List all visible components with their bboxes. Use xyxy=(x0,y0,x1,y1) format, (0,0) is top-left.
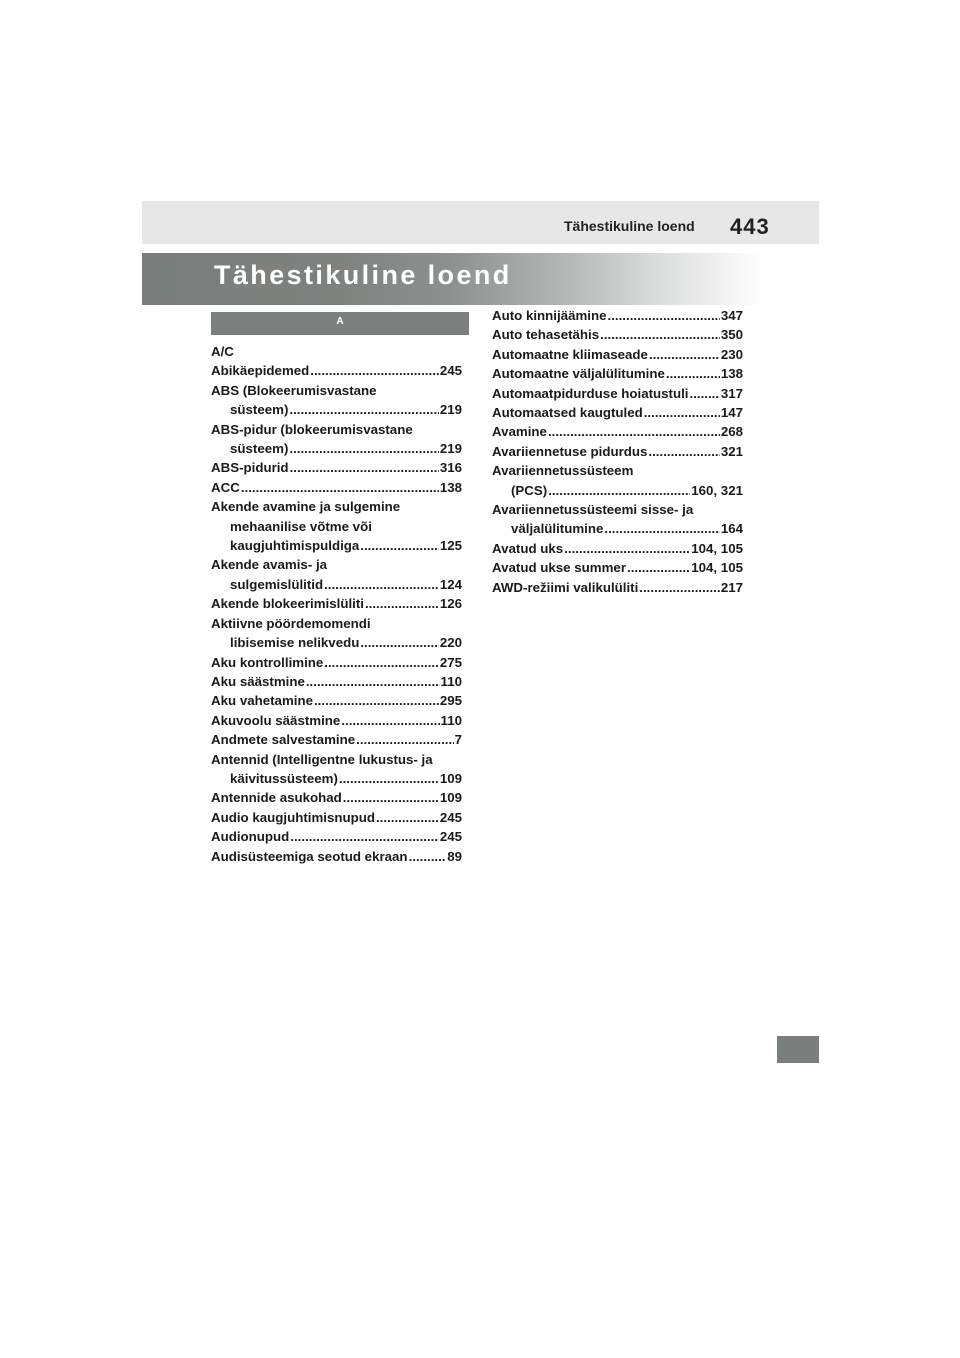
index-page-number: 350 xyxy=(720,327,743,343)
dot-leader xyxy=(356,730,453,749)
dot-leader xyxy=(360,633,438,652)
index-term: Aku kontrollimine xyxy=(211,654,324,670)
index-term: süsteem) xyxy=(230,441,289,457)
index-page-number: 126 xyxy=(439,596,462,612)
index-heading: A/C xyxy=(211,344,234,359)
index-term: väljalülitumine xyxy=(511,521,604,537)
index-entry xyxy=(211,730,462,749)
dot-leader xyxy=(666,364,720,383)
dot-leader xyxy=(341,711,439,730)
dot-leader xyxy=(627,558,690,577)
dot-leader xyxy=(690,384,720,403)
dot-leader xyxy=(648,442,719,461)
index-page-number: 295 xyxy=(439,693,462,709)
index-entry xyxy=(211,827,462,846)
index-page-number: 110 xyxy=(440,673,462,689)
index-term: Auto kinnijäämine xyxy=(492,308,607,323)
index-entry xyxy=(492,539,743,558)
index-entry xyxy=(492,306,743,325)
letter-heading: A xyxy=(211,312,469,335)
index-page-number: 217 xyxy=(720,579,743,595)
dot-leader xyxy=(548,481,690,500)
index-entry xyxy=(211,711,462,730)
dot-leader xyxy=(289,400,438,419)
index-heading: Akende avamine ja sulgemine xyxy=(211,499,401,515)
index-entry xyxy=(211,575,462,594)
index-entry xyxy=(211,672,462,691)
dot-leader xyxy=(343,788,439,807)
index-heading: mehaanilise võtme või xyxy=(230,518,372,534)
dot-leader xyxy=(548,422,720,441)
index-entry xyxy=(211,847,462,866)
index-page-number: 109 xyxy=(439,790,462,806)
index-entry xyxy=(492,325,743,344)
index-term: Automaatne väljalülitumine xyxy=(492,366,665,382)
index-term: kaugjuhtimispuldiga xyxy=(230,538,360,554)
index-term: ABS-pidurid xyxy=(211,460,289,476)
index-term: Automaatpidurduse hoiatustuli xyxy=(492,385,689,401)
index-entry xyxy=(211,439,462,458)
index-entry xyxy=(211,769,462,788)
index-entry xyxy=(492,578,743,597)
dot-leader xyxy=(306,672,440,691)
dot-leader xyxy=(310,361,439,380)
index-page-number: 245 xyxy=(439,363,462,379)
index-heading: Avariiennetussüsteem xyxy=(492,463,634,479)
index-page-number: 245 xyxy=(439,829,462,845)
index-page-number: 160, 321 xyxy=(691,482,743,498)
index-page-number: 317 xyxy=(720,385,743,401)
page-title: Tähestikuline loend xyxy=(214,260,512,290)
index-page-number: 321 xyxy=(720,443,743,459)
dot-leader xyxy=(339,769,439,788)
index-entry xyxy=(211,808,462,827)
index-entry xyxy=(211,594,462,613)
index-page-number: 125 xyxy=(439,538,462,554)
index-term: Andmete salvestamine xyxy=(211,732,356,748)
index-term: libisemise nelikvedu xyxy=(230,635,360,651)
index-entry xyxy=(211,788,462,807)
dot-leader xyxy=(290,458,439,477)
dot-leader xyxy=(564,539,690,558)
index-term: Avariiennetuse pidurdus xyxy=(492,443,648,459)
index-page-number: 104, 105 xyxy=(691,560,743,576)
dot-leader xyxy=(644,403,720,422)
index-entry xyxy=(211,691,462,710)
index-page-number: 109 xyxy=(439,770,462,786)
index-term: Auto tehasetähis xyxy=(492,327,600,343)
index-term: Aku vahetamine xyxy=(211,693,313,709)
index-term: Avamine xyxy=(492,424,547,440)
index-page-number: 138 xyxy=(720,366,743,382)
dot-leader xyxy=(376,808,439,827)
index-entry xyxy=(211,361,462,380)
index-term: Avatud uks xyxy=(492,540,564,556)
index-entry xyxy=(492,442,743,461)
index-entry xyxy=(492,422,743,441)
index-term: AWD-režiimi valikulüliti xyxy=(492,579,639,595)
index-heading: ABS (Blokeerumisvastane xyxy=(211,382,377,398)
index-term: Audio kaugjuhtimisnupud xyxy=(211,809,375,825)
index-page-number: 7 xyxy=(454,732,462,748)
dot-leader xyxy=(314,691,439,710)
index-heading: Antennid (Intelligentne lukustus- ja xyxy=(211,751,433,767)
index-entry xyxy=(211,400,462,419)
dot-leader xyxy=(409,847,447,866)
index-term: ACC xyxy=(211,479,240,495)
index-entry xyxy=(492,481,743,500)
dot-leader xyxy=(365,594,439,613)
index-term: Automaatsed kaugtuled xyxy=(492,405,643,421)
dot-leader xyxy=(649,345,720,364)
index-entry xyxy=(492,519,743,538)
dot-leader xyxy=(241,478,439,497)
dot-leader xyxy=(324,575,439,594)
index-page-number: 245 xyxy=(439,809,462,825)
index-page-number: 316 xyxy=(439,460,462,476)
index-term: Antennide asukohad xyxy=(211,790,342,806)
index-entry xyxy=(492,403,743,422)
index-term: (PCS) xyxy=(511,482,548,498)
index-term: Automaatne kliimaseade xyxy=(492,346,648,362)
index-heading: Akende avamis- ja xyxy=(211,557,328,573)
header-band xyxy=(142,201,819,244)
index-entry xyxy=(211,536,462,555)
index-page-number: 219 xyxy=(439,402,462,418)
index-page-number: 268 xyxy=(720,424,743,440)
index-entry xyxy=(211,653,462,672)
dot-leader xyxy=(289,439,438,458)
index-page-number: 110 xyxy=(440,712,462,728)
index-page-number: 89 xyxy=(447,848,462,864)
section-tab-marker xyxy=(777,1036,819,1063)
index-page-number: 347 xyxy=(720,308,743,323)
index-term: Audionupud xyxy=(211,829,290,845)
header-section-title: Tähestikuline loend xyxy=(564,218,695,234)
index-heading: Avariiennetussüsteemi sisse- ja xyxy=(492,502,694,518)
index-entry xyxy=(211,633,462,652)
index-term: Avatud ukse summer xyxy=(492,560,627,576)
index-page-number: 124 xyxy=(439,576,462,592)
dot-leader xyxy=(600,325,720,344)
index-column-right xyxy=(492,306,743,597)
dot-leader xyxy=(360,536,439,555)
index-term: Aku säästmine xyxy=(211,673,305,689)
dot-leader xyxy=(639,578,720,597)
index-entry xyxy=(492,345,743,364)
index-term: Abikäepidemed xyxy=(211,363,310,379)
index-entry xyxy=(492,558,743,577)
dot-leader xyxy=(608,306,720,325)
index-term: Akuvoolu säästmine xyxy=(211,712,341,728)
index-entry xyxy=(492,364,743,383)
index-page-number: 104, 105 xyxy=(691,540,743,556)
dot-leader xyxy=(290,827,439,846)
index-heading: ABS-pidur (blokeerumisvastane xyxy=(211,421,413,437)
index-page-number: 220 xyxy=(439,635,462,651)
index-page-number: 147 xyxy=(720,405,743,421)
index-term: Audisüsteemiga seotud ekraan xyxy=(211,848,408,864)
page-number: 443 xyxy=(730,214,770,239)
index-term: Akende blokeerimislüliti xyxy=(211,596,364,612)
index-entry xyxy=(492,384,743,403)
index-entry xyxy=(211,478,462,497)
index-page-number: 230 xyxy=(720,346,743,362)
index-heading: Aktiivne pöördemomendi xyxy=(211,615,371,631)
index-term: käivitussüsteem) xyxy=(230,770,338,786)
index-term: süsteem) xyxy=(230,402,289,418)
index-page-number: 164 xyxy=(720,521,743,537)
index-entry xyxy=(211,458,462,477)
index-page-number: 219 xyxy=(439,441,462,457)
index-page-number: 138 xyxy=(439,479,462,495)
index-page-number: 275 xyxy=(439,654,462,670)
index-term: sulgemislülitid xyxy=(230,576,324,592)
index-column-left xyxy=(211,342,462,866)
dot-leader xyxy=(604,519,719,538)
dot-leader xyxy=(324,653,439,672)
